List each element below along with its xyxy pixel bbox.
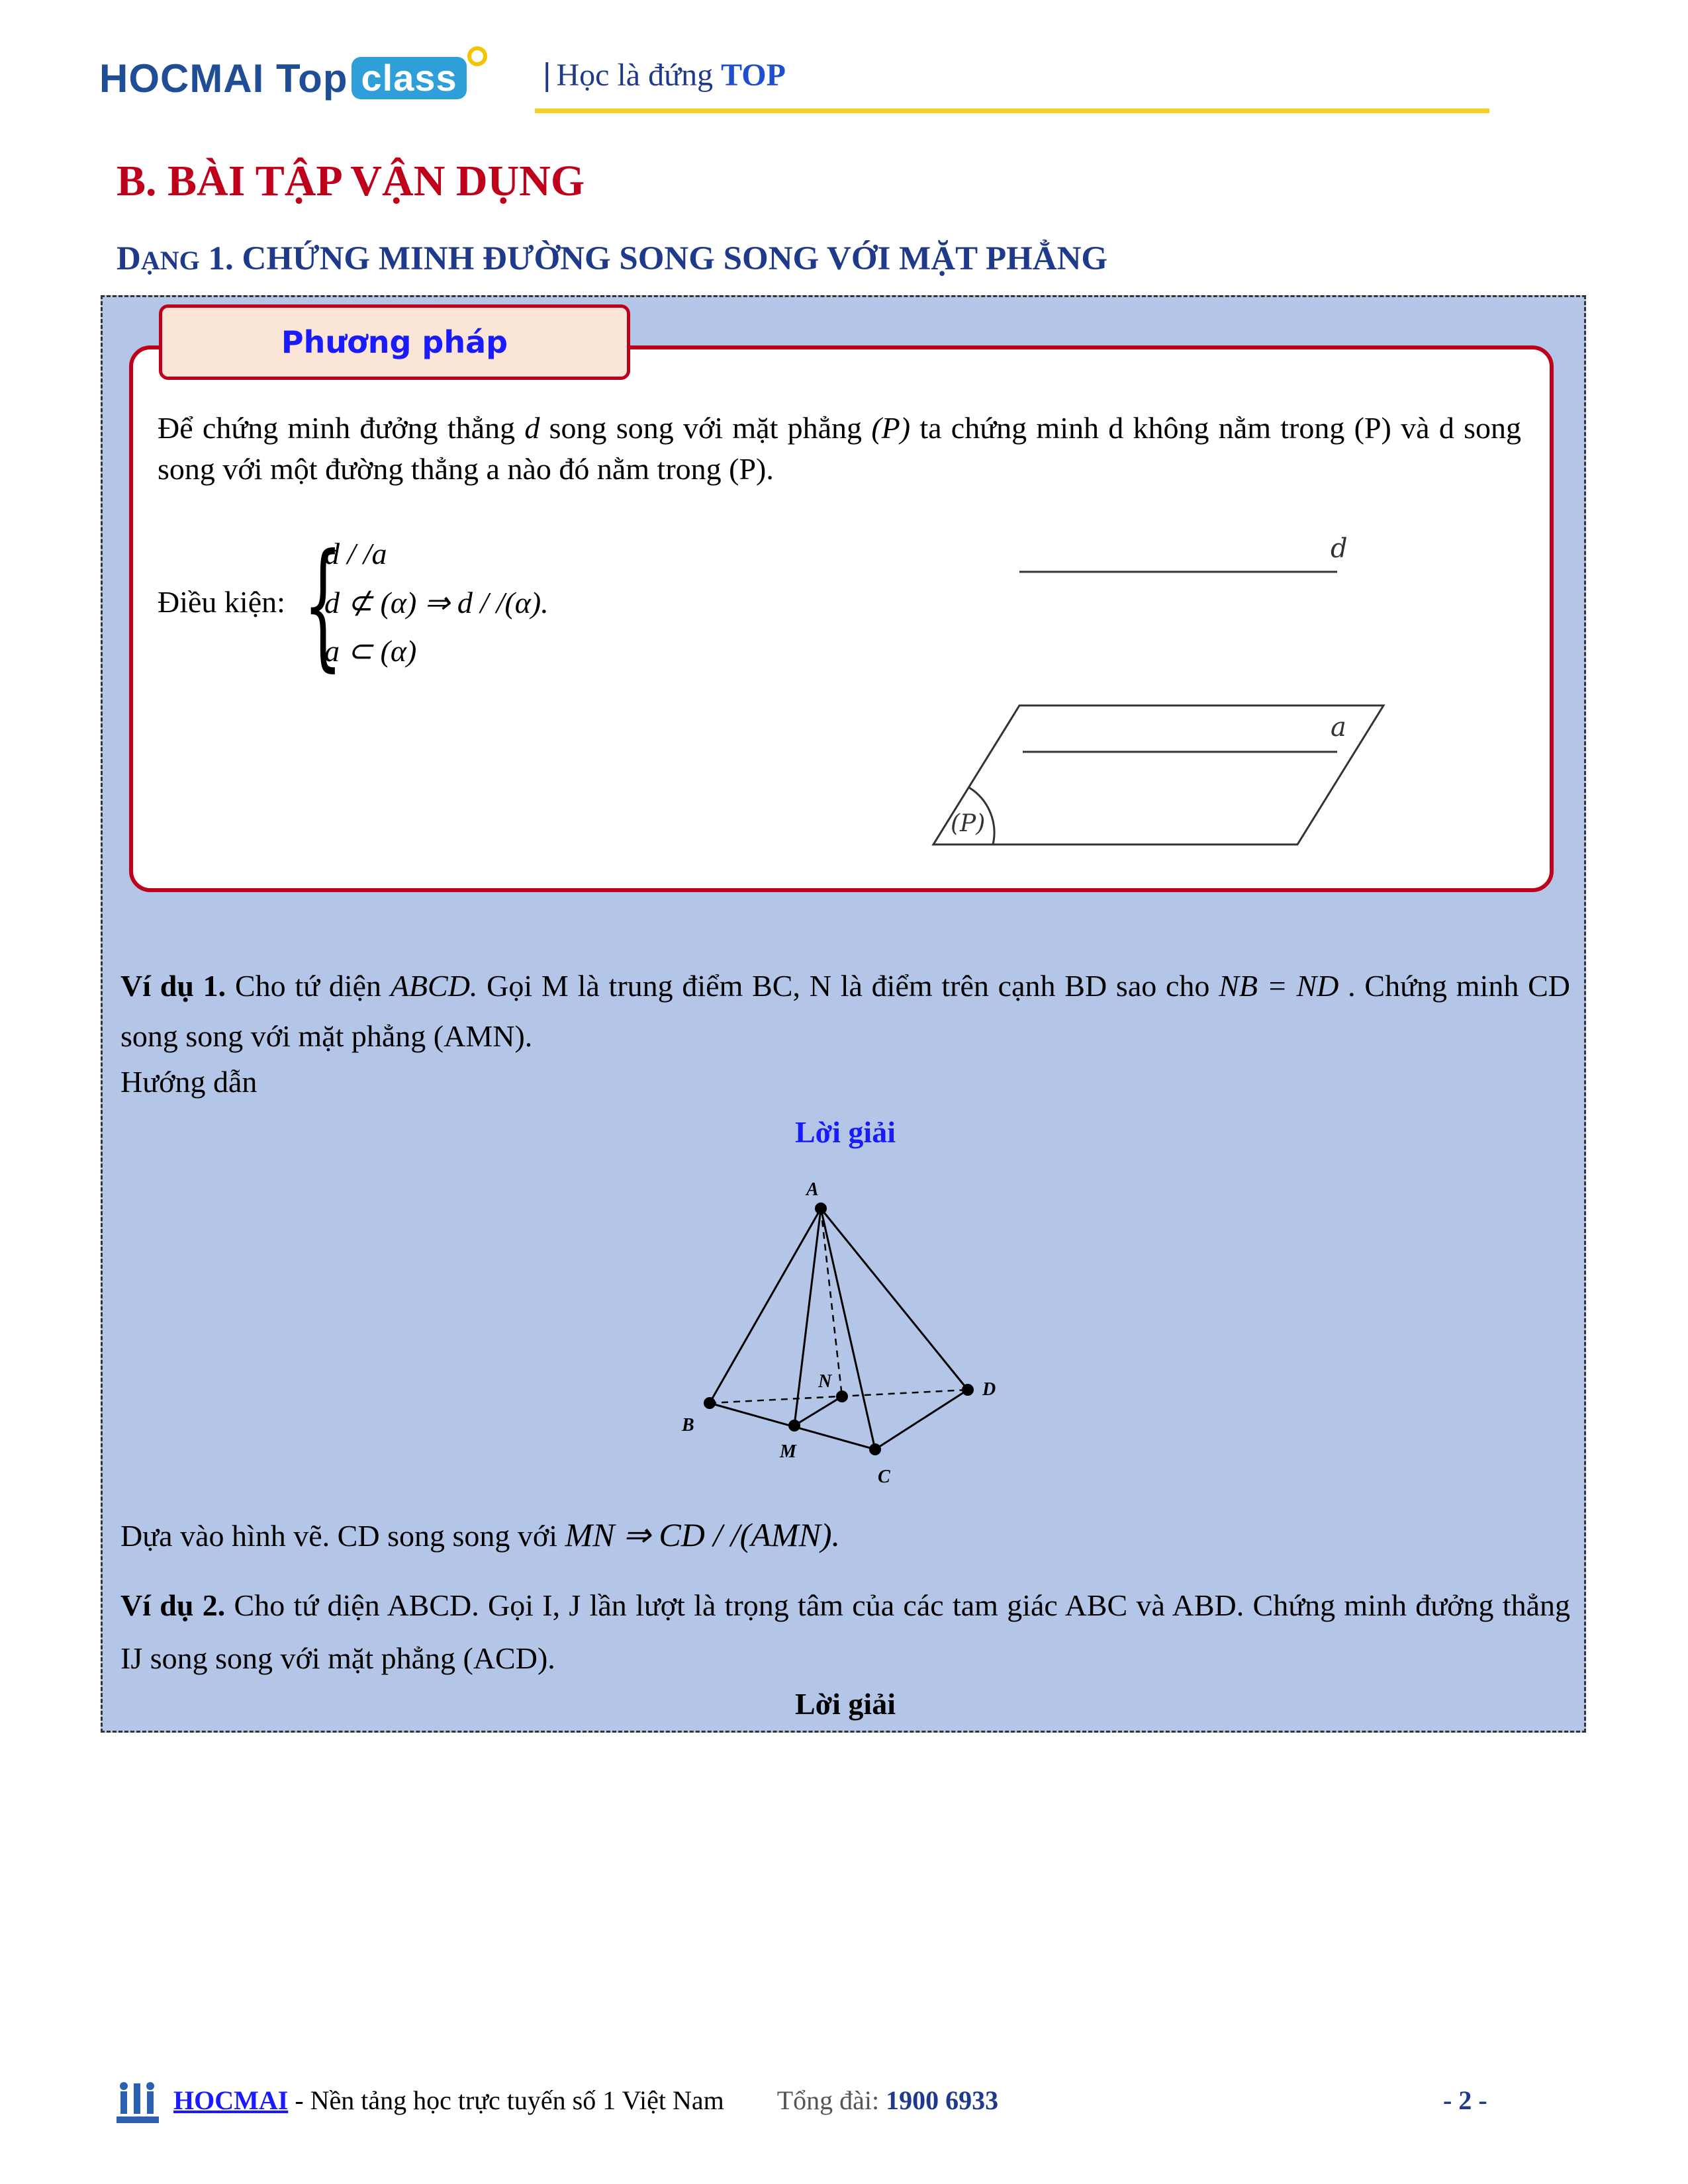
- label-n: N: [818, 1371, 832, 1392]
- point-c: [869, 1443, 881, 1455]
- conclusion-text: Dựa vào hình vẽ. CD song song với: [120, 1519, 565, 1553]
- method-text-p: (P): [871, 411, 911, 445]
- logo-star-icon: [467, 46, 487, 66]
- plane-p: [933, 705, 1383, 844]
- footer-hotline-label: Tổng đài:: [776, 2085, 886, 2115]
- method-text-b: song song với mặt phẳng: [539, 411, 872, 445]
- logo-class-badge: class: [352, 57, 466, 99]
- subsection-rest: 1. CHỨNG MINH ĐƯỜNG SONG SONG VỚI MẶT PHẲNG: [199, 240, 1108, 277]
- label-d: D: [982, 1379, 996, 1400]
- guide-label: Hướng dẫn: [120, 1065, 258, 1099]
- method-text-a: Để chứng minh đưởng thẳng: [158, 411, 525, 445]
- example2-body: Cho tứ diện ABCD. Gọi I, J lần lượt là trọng tâm của các tam giác ABC và ABD. Chứng minh đưởng thẳng IJ song song với mặt phẳng (ACD).: [120, 1588, 1571, 1675]
- divider-bar-icon: |: [543, 58, 551, 93]
- method-text-c: ta chứng minh d không nằm trong (P) và d song song với một đường thẳng a nào đó nằm trong (P).: [158, 411, 1521, 486]
- condition-2: d ⊄ (α) ⇒ d / /(α).: [324, 586, 549, 619]
- plane-figure: [914, 523, 1417, 854]
- example2-label: Ví dụ 2.: [120, 1588, 226, 1622]
- subsection-ang: ẠNG: [140, 246, 200, 275]
- condition-label: Điều kiện:: [158, 585, 285, 619]
- label-p: (P): [951, 810, 986, 837]
- point-m: [788, 1420, 800, 1432]
- point-d: [962, 1384, 974, 1396]
- footer-hotline: 1900 6933: [886, 2085, 999, 2115]
- method-text-d: d: [524, 411, 540, 445]
- page-number: - 2 -: [1443, 2085, 1487, 2115]
- solution2-title: Lời giải: [795, 1687, 896, 1721]
- footer-brand-link[interactable]: HOCMAI: [173, 2085, 289, 2115]
- label-a: a: [1331, 712, 1346, 743]
- example1-text: [120, 961, 1570, 1062]
- tetrahedron-figure: [662, 1171, 1033, 1496]
- example1-conclusion: [120, 1516, 840, 1554]
- example1-label: Ví dụ 1.: [120, 969, 226, 1003]
- footer-slogan: - Nền tảng học trực tuyến số 1 Việt Nam: [288, 2085, 724, 2115]
- label-a: A: [806, 1179, 819, 1200]
- label-c: C: [878, 1467, 890, 1487]
- label-b: B: [682, 1415, 694, 1435]
- example1-text-b: Gọi M là trung điểm BC, N là điểm trên cạnh BD sao cho: [477, 969, 1219, 1003]
- label-d: d: [1331, 533, 1348, 564]
- point-a: [815, 1203, 827, 1214]
- example2-text: [120, 1579, 1570, 1685]
- example1-eq: NB = ND: [1219, 969, 1339, 1003]
- footer-text: [173, 2085, 998, 2116]
- condition-1: d / /a: [324, 537, 387, 570]
- label-m: M: [780, 1441, 796, 1462]
- point-n: [836, 1390, 848, 1402]
- method-paragraph: [158, 408, 1521, 490]
- hocmai-footer-logo-icon: [117, 2078, 159, 2124]
- section-title: B. BÀI TẬP VẬN DỤNG: [117, 157, 585, 205]
- tagline-top: TOP: [721, 58, 786, 93]
- point-b: [704, 1397, 716, 1409]
- tagline-text: Học là đứng: [556, 58, 722, 93]
- header-underline: [535, 109, 1489, 113]
- logo-main-text: HOCMAI Top: [99, 56, 348, 101]
- subsection-title: [117, 240, 1107, 278]
- tagline: [543, 57, 786, 93]
- subsection-d: D: [117, 240, 141, 277]
- method-tab: Phương pháp: [159, 304, 630, 380]
- hocmai-topclass-logo: [99, 56, 467, 101]
- condition-3: a ⊂ (α): [324, 634, 417, 668]
- example1-text-a: Cho tứ diện: [226, 969, 391, 1003]
- example1-text-c: . Chứng minh CD song song với mặt phẳng (AMN).: [120, 969, 1571, 1053]
- brace-icon: {: [303, 525, 343, 685]
- example1-abcd: ABCD.: [390, 969, 478, 1003]
- conclusion-formula: MN ⇒ CD / /(AMN).: [565, 1516, 840, 1553]
- solution1-title: Lời giải: [795, 1115, 896, 1149]
